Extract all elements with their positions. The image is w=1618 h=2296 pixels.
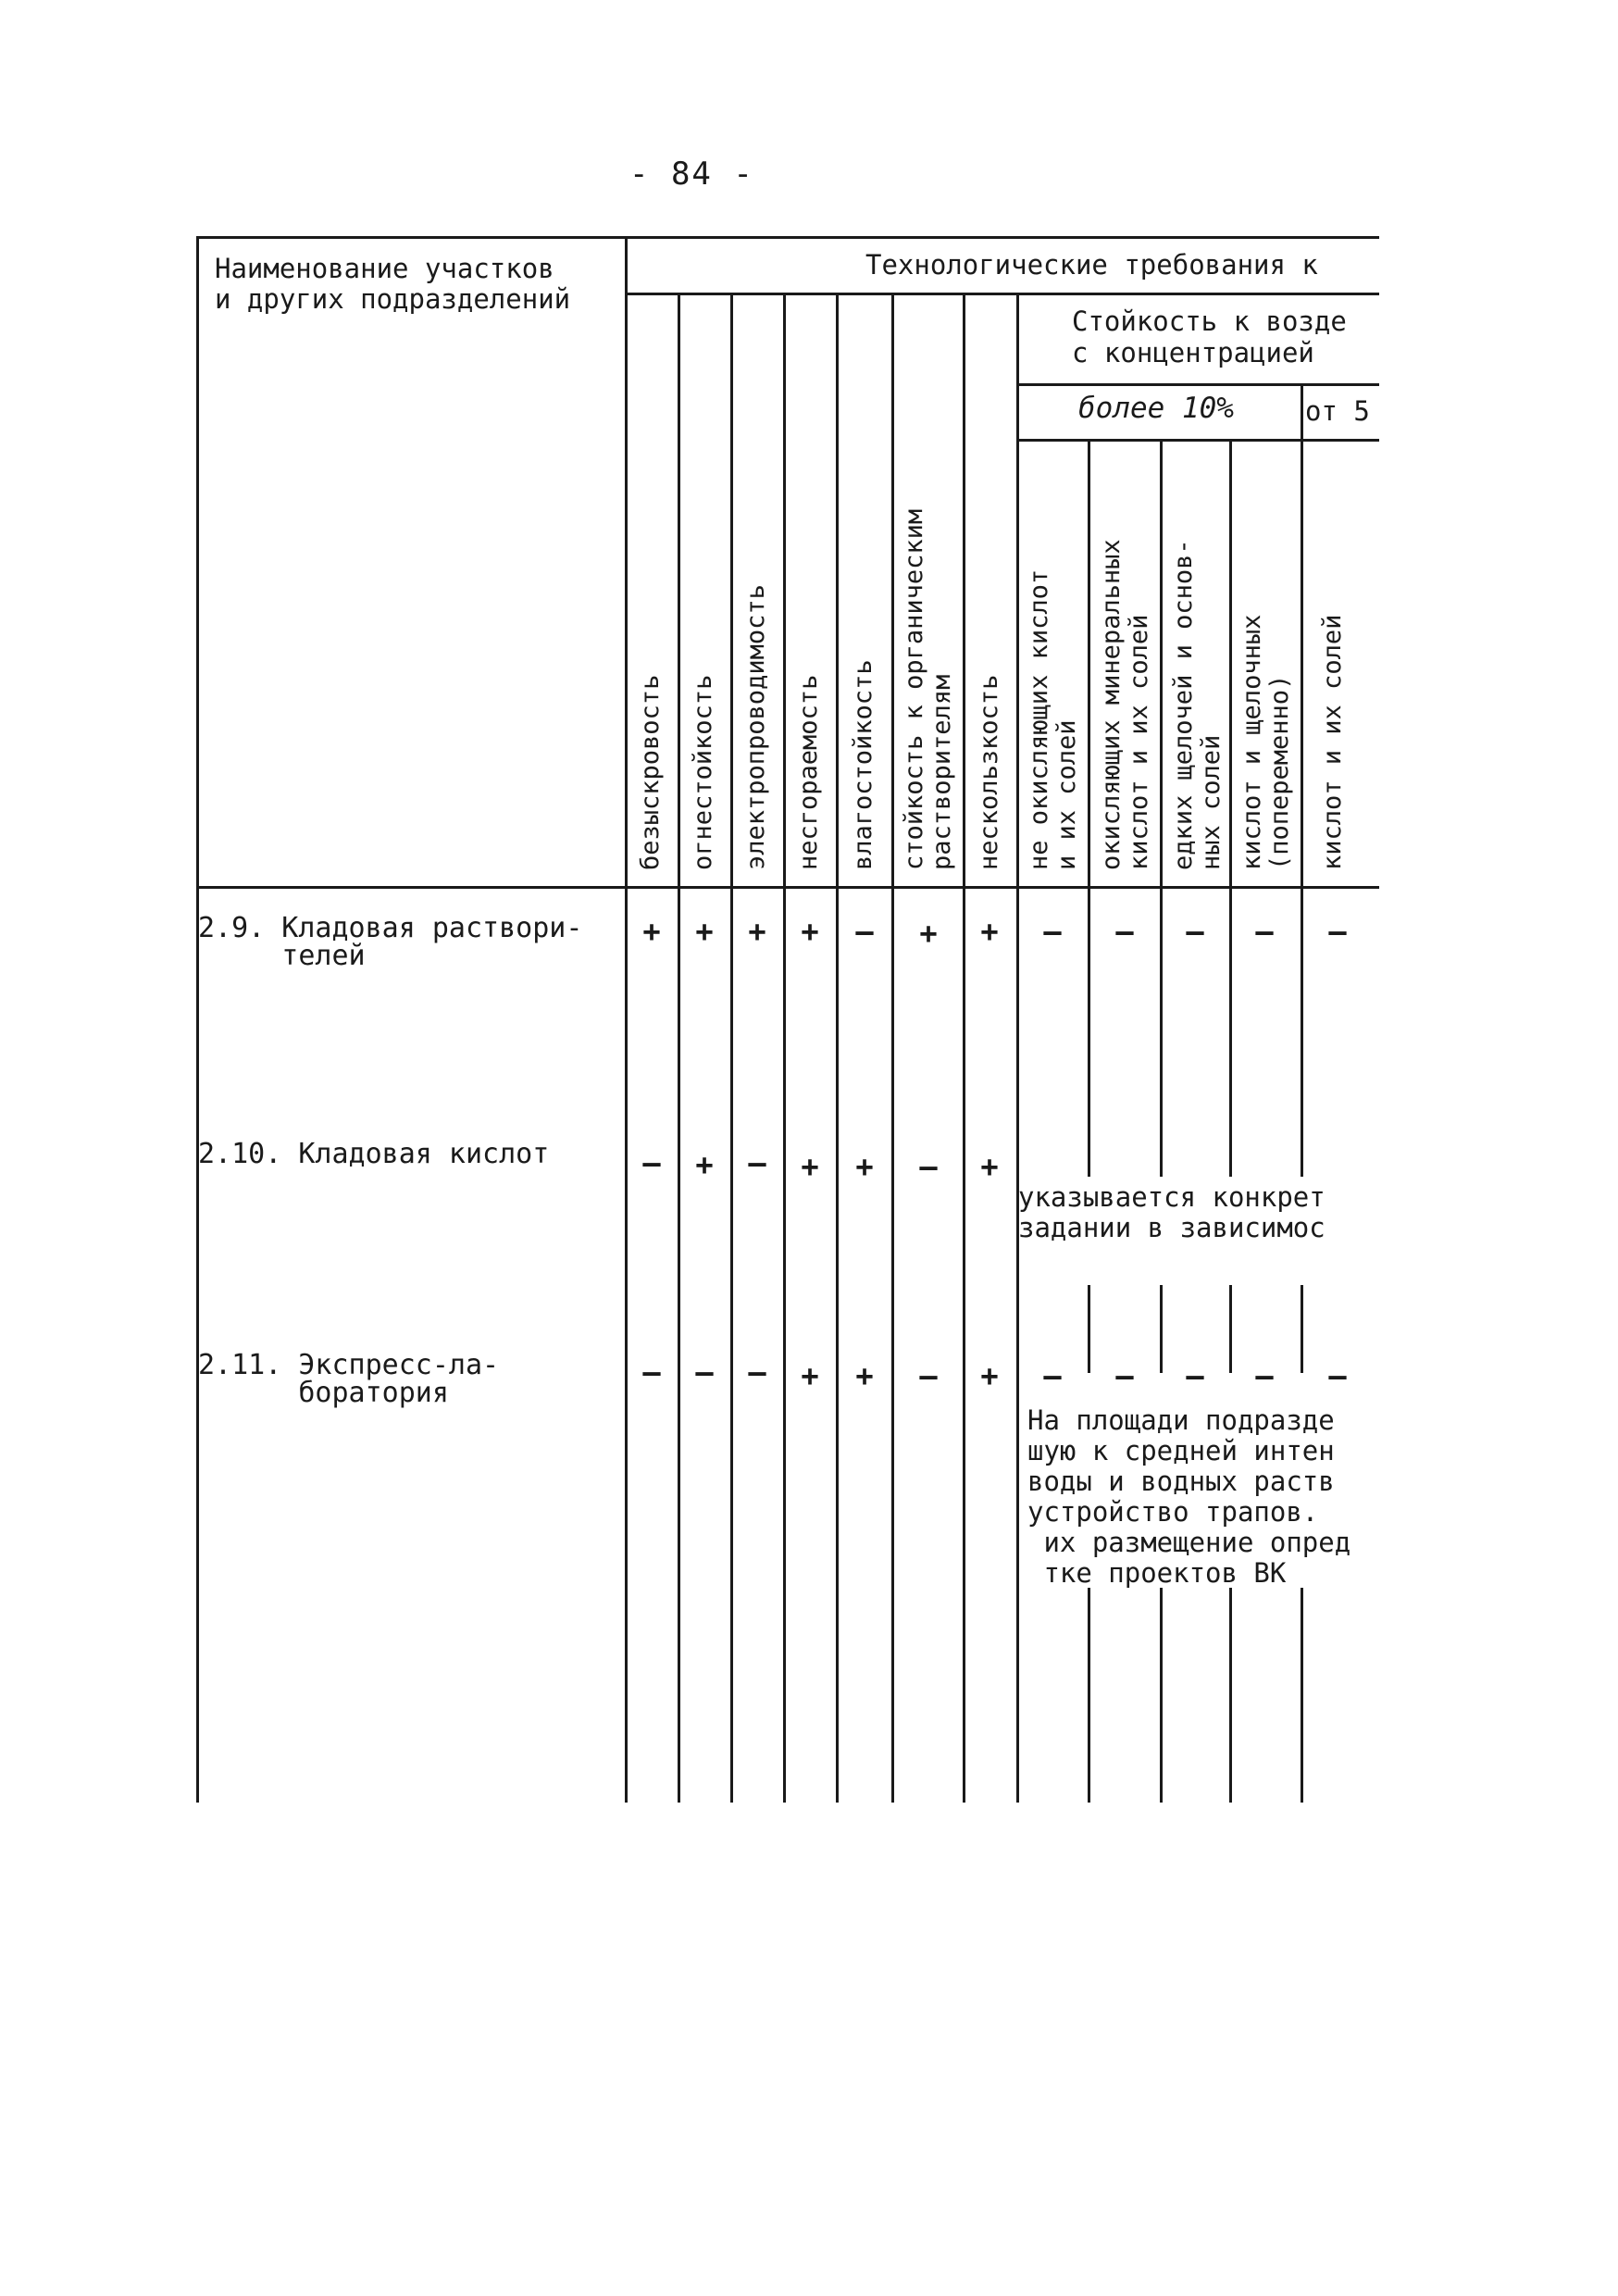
row-mark: + [801, 1149, 819, 1184]
row-mark: – [1115, 1358, 1134, 1393]
column-header: стойкость к органическим растворителям [900, 508, 956, 870]
column-header: едких щелочей и основ- ных солей [1169, 539, 1226, 870]
row-mark: + [695, 1147, 714, 1182]
resistance-title: Стойкость к возде с концентрацией [1072, 306, 1347, 368]
column-header: кислот и щелочных (попеременно) [1238, 614, 1294, 870]
row-label: 2.11. Экспресс-ла- боратория [198, 1349, 500, 1409]
row-mark: + [801, 914, 819, 949]
row-label: 2.9. Кладовая раствори- телей [198, 912, 583, 972]
row-mark: + [695, 914, 714, 949]
row-mark: + [919, 916, 938, 951]
column-header: огнестойкость [689, 674, 717, 870]
row-mark: – [1043, 1358, 1062, 1393]
column-header: влагостойкость [849, 659, 877, 870]
row-mark: + [980, 1149, 999, 1184]
row-label: 2.10. Кладовая кислот [198, 1138, 550, 1170]
row-mark: + [980, 1358, 999, 1393]
column-header: нескользкость [975, 674, 1003, 870]
row-mark: – [919, 1149, 938, 1184]
tech-requirements-title: Технологические требования к [865, 249, 1318, 281]
row-mark: – [748, 1354, 766, 1390]
row-note: указывается конкрет задании в зависимос [1018, 1181, 1326, 1243]
row-note: На площади подразде шую к средней интен воды и водных раств устройство трапов. их размещение опред тке проектов ВК [1027, 1404, 1351, 1589]
row-mark: – [642, 1354, 661, 1390]
row-mark: – [1186, 914, 1204, 949]
column-header: кислот и их солей [1318, 614, 1347, 870]
row-mark: + [748, 914, 766, 949]
row-mark: + [855, 1358, 874, 1393]
row-mark: – [855, 914, 874, 949]
column-header: несгораемость [794, 674, 823, 870]
row-mark: – [1255, 914, 1274, 949]
column-header: не окисляющих кислот и их солей [1025, 568, 1081, 870]
concentration-more-label: более 10% [1078, 392, 1234, 425]
row-mark: + [980, 914, 999, 949]
row-mark: – [1255, 1358, 1274, 1393]
column-header: электропроводимость [741, 584, 770, 870]
column-header: окисляющих минеральных кислот и их солей [1097, 539, 1153, 870]
row-mark: + [642, 914, 661, 949]
row-mark: – [1186, 1358, 1204, 1393]
column-header: безыскровость [636, 674, 665, 870]
row-mark: – [748, 1145, 766, 1180]
concentration-from-label: от 5 [1305, 395, 1370, 427]
name-column-header: Наименование участков и других подразделений [215, 253, 571, 315]
row-mark: – [642, 1145, 661, 1180]
row-mark: – [1043, 914, 1062, 949]
row-mark: – [695, 1354, 714, 1390]
row-mark: – [1328, 914, 1347, 949]
row-mark: – [1115, 914, 1134, 949]
row-mark: – [1328, 1358, 1347, 1393]
page-number: - 84 - [629, 156, 754, 193]
row-mark: + [801, 1358, 819, 1393]
row-mark: – [919, 1358, 938, 1393]
row-mark: + [855, 1149, 874, 1184]
